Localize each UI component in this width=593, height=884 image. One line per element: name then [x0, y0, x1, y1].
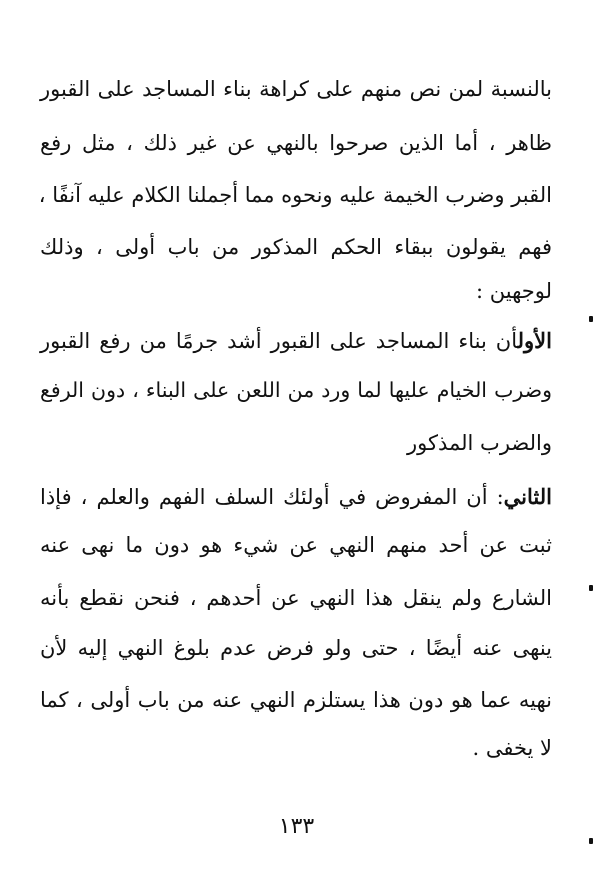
- scan-mark: [589, 838, 593, 844]
- paragraph-lead: الأول: [517, 328, 552, 353]
- text-line: الشارع ولم ينقل هذا النهي عن أحدهم ، فنحن نقطع بأنه: [40, 586, 552, 610]
- text-line-with-lead: [40, 326, 552, 356]
- line-text: : أن المفروض في أولئك السلف الفهم والعلم ، فإذا: [40, 485, 504, 509]
- scan-mark: [589, 585, 593, 591]
- text-line: ثبت عن أحد منهم النهي عن شيء هو دون ما نهى عنه: [40, 533, 552, 557]
- text-line: وضرب الخيام عليها لما ورد من اللعن على البناء ، دون الرفع: [40, 378, 552, 402]
- paragraph-lead: الثاني: [503, 484, 552, 509]
- text-line: نهيه عما هو دون هذا يستلزم النهي عنه من باب أولى ، كما: [40, 688, 552, 712]
- text-line-with-lead: [40, 482, 552, 512]
- text-line: لا يخفى .: [472, 736, 552, 760]
- text-line: والضرب المذكور: [406, 431, 552, 455]
- text-line: بالنسبة لمن نص منهم على كراهة بناء المساجد على القبور: [40, 77, 552, 101]
- text-line: ينهى عنه أيضًا ، حتى ولو فرض عدم بلوغ النهي إليه لأن: [40, 636, 552, 660]
- scan-mark: [589, 316, 593, 322]
- text-line: فهم يقولون ببقاء الحكم المذكور من باب أولى ، وذلك: [40, 235, 552, 259]
- text-line: القبر وضرب الخيمة عليه ونحوه مما أجملنا الكلام عليه آنفًا ،: [38, 183, 552, 207]
- text-line: ظاهر ، أما الذين صرحوا بالنهي عن غير ذلك ، مثل رفع: [40, 131, 552, 155]
- line-text: أن بناء المساجد على القبور أشد جرمًا من رفع القبور: [40, 329, 518, 353]
- page-number: ١٣٣: [278, 814, 315, 839]
- text-line: لوجهين :: [476, 279, 552, 303]
